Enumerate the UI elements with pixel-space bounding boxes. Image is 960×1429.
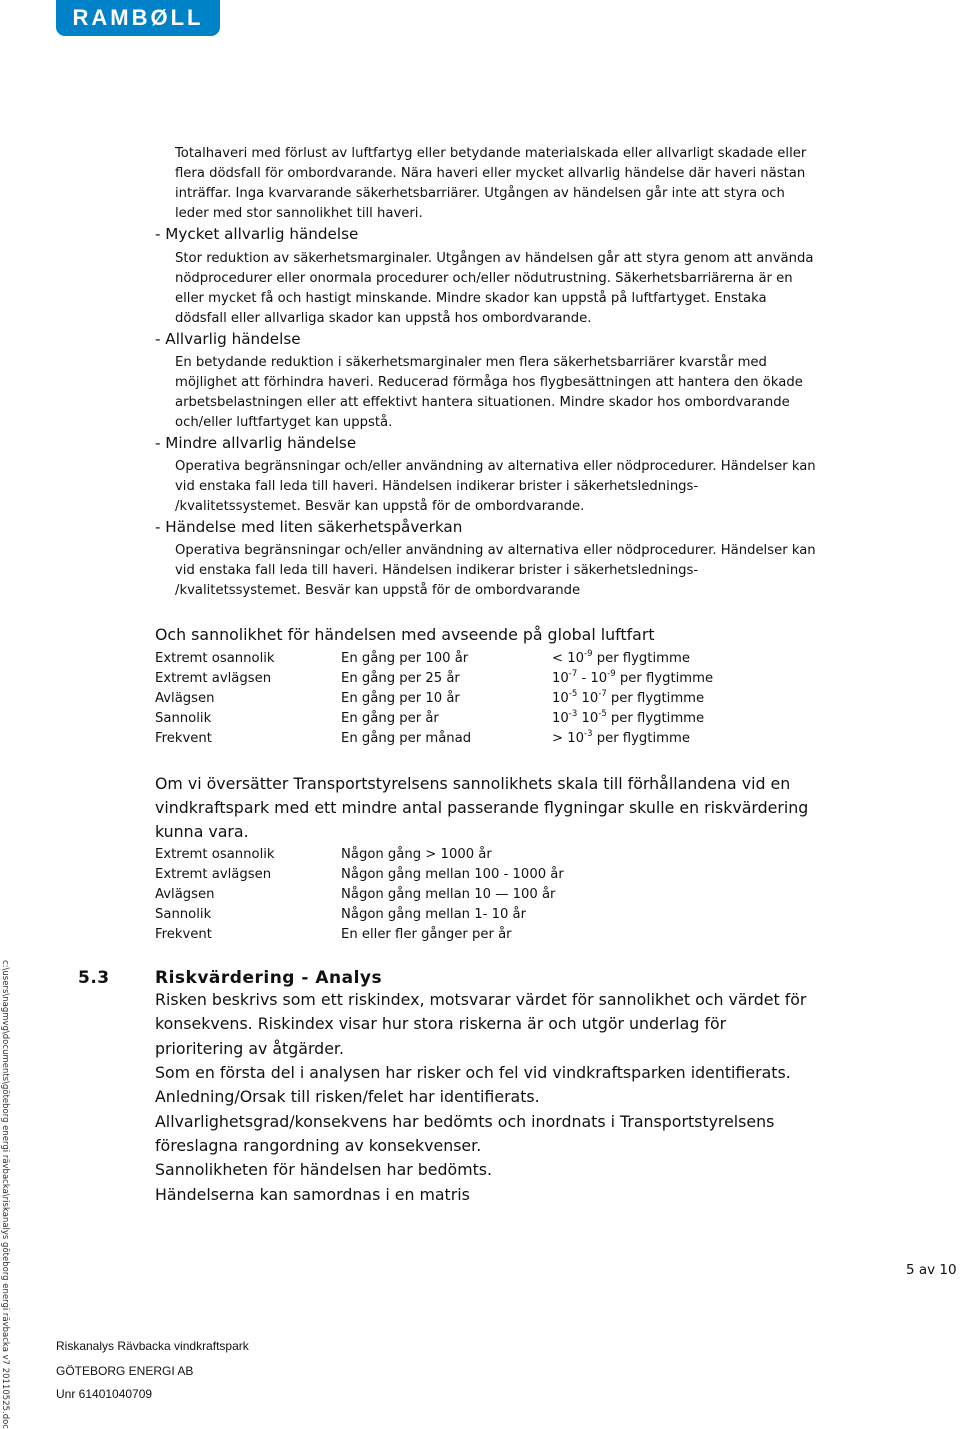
translation-frequency: Någon gång > 1000 år	[341, 847, 492, 862]
category-line: nödprocedurer eller onormala procedurer och/eller nödutrustning. Säkerhetsbarriärerna är en	[175, 271, 793, 286]
section-line: föreslagna rangordning av konsekvenser.	[155, 1136, 482, 1155]
footer-unr: Unr 61401040709	[56, 1387, 153, 1401]
translation-frequency: Någon gång mellan 100 - 1000 år	[341, 867, 564, 882]
section-line: Som en första del i analysen har risker och fel vid vindkraftsparken identifierats.	[155, 1063, 791, 1082]
prob-label: Sannolik	[155, 711, 212, 726]
translation-label: Frekvent	[155, 927, 212, 942]
section-line: Sannolikheten för händelsen har bedömts.	[155, 1160, 493, 1179]
translation-label: Extremt osannolik	[155, 847, 275, 862]
translation-label: Sannolik	[155, 907, 212, 922]
section-line: prioritering av åtgärder.	[155, 1039, 344, 1058]
category-line: Operativa begränsningar och/eller användning av alternativa eller nödprocedurer. Händelser kan	[175, 543, 816, 558]
prob-label: Frekvent	[155, 731, 212, 746]
translation-frequency: En eller fler gånger per år	[341, 927, 512, 942]
prob-frequency: En gång per 100 år	[341, 651, 469, 666]
logo-text: RAMBØLL	[72, 5, 204, 30]
probability-heading: Och sannolikhet för händelsen med avseende på global luftfart	[155, 625, 655, 644]
prob-value: $10^{-3}$ $10^{-5}$ per flygtimme	[552, 709, 705, 726]
intro-line: leder med stor sannolikhet till haveri.	[175, 206, 423, 221]
category-line: Operativa begränsningar och/eller användning av alternativa eller nödprocedurer. Händelser kan	[175, 459, 816, 474]
section-line: konsekvens. Riskindex visar hur stora riskerna är och utgör underlag för	[155, 1014, 727, 1033]
category-line: arbetsbelastningen eller att effektivt hantera situationen. Mindre skador hos ombordvarande	[175, 395, 790, 410]
intro-line: Totalhaveri med förlust av luftfartyg eller betydande materialskada eller allvarligt skadade eller	[175, 146, 807, 161]
prob-label: Extremt osannolik	[155, 651, 275, 666]
category-heading: - Allvarlig händelse	[155, 330, 301, 348]
category-line: En betydande reduktion i säkerhetsmarginaler men flera säkerhetsbarriärer kvarstår med	[175, 355, 767, 370]
prob-frequency: En gång per 10 år	[341, 691, 460, 706]
intro-line: inträffar. Inga kvarvarande säkerhetsbarriärer. Utgången av händelsen går inte att styra och	[175, 186, 785, 201]
prob-label: Extremt avlägsen	[155, 671, 272, 686]
page-number: 5 av 10	[906, 1262, 957, 1278]
translation-line: kunna vara.	[155, 822, 249, 841]
category-line: och/eller luftfartyget kan uppstå.	[175, 415, 393, 430]
prob-value: $10^{-5}$ $10^{-7}$ per flygtimme	[552, 689, 705, 706]
prob-frequency: En gång per 25 år	[341, 671, 460, 686]
translation-label: Extremt avlägsen	[155, 867, 272, 882]
section-line: Anledning/Orsak till risken/felet har identifierats.	[155, 1087, 540, 1106]
section-number: 5.3	[78, 968, 110, 988]
prob-label: Avlägsen	[155, 691, 215, 706]
prob-value: $10^{-7} - 10^{-9}$ per flygtimme	[552, 669, 714, 686]
category-line: vid enstaka fall leda till haveri. Händelsen indikerar brister i säkerhetslednings-	[175, 479, 699, 494]
translation-label: Avlägsen	[155, 887, 215, 902]
prob-frequency: En gång per månad	[341, 731, 472, 746]
footer-client: GÖTEBORG ENERGI AB	[56, 1364, 194, 1378]
translation-line: vindkraftspark med ett mindre antal passerande flygningar skulle en riskvärdering	[155, 798, 809, 817]
category-line: /kvalitetssystemet. Besvär kan uppstå för de ombordvarande	[175, 583, 581, 598]
rambøll-logo	[56, 0, 220, 36]
prob-value: > $10^{-3}$ per flygtimme	[552, 729, 690, 746]
prob-value: < $10^{-9}$ per flygtimme	[552, 649, 690, 666]
section-line: Risken beskrivs som ett riskindex, motsvarar värdet för sannolikhet och värdet för	[155, 990, 807, 1009]
file-path-margin	[0, 960, 12, 1429]
translation-frequency: Någon gång mellan 10 — 100 år	[341, 887, 556, 902]
intro-line: flera dödsfall för ombordvarande. Nära haveri eller mycket allvarlig händelse där haveri nästan	[175, 166, 806, 181]
category-line: möjlighet att förhindra haveri. Reducerad förmåga hos flygbesättningen att hantera den ökade	[175, 375, 803, 390]
prob-frequency: En gång per år	[341, 711, 439, 726]
category-line: /kvalitetssystemet. Besvär kan uppstå för de ombordvarande.	[175, 499, 585, 514]
category-line: dödsfall eller allvarliga skador kan uppstå hos ombordvarande.	[175, 311, 592, 326]
category-line: Stor reduktion av säkerhetsmarginaler. Utgången av händelsen går att styra genom att använda	[175, 251, 814, 266]
section-line: Allvarlighetsgrad/konsekvens har bedömts och inordnats i Transportstyrelsens	[155, 1112, 775, 1131]
footer-project: Riskanalys Rävbacka vindkraftspark	[56, 1339, 249, 1353]
category-heading: - Mindre allvarlig händelse	[155, 434, 357, 452]
file-path: c:\users\nagmvg\documents\göteborg energi rävbacka\riskanalys göteborg energi rävbacka v7 20110525.doc	[0, 960, 10, 1429]
category-line: vid enstaka fall leda till haveri. Händelsen indikerar brister i säkerhetslednings-	[175, 563, 699, 578]
category-heading: - Händelse med liten säkerhetspåverkan	[155, 518, 463, 536]
category-heading: - Mycket allvarlig händelse	[155, 225, 359, 243]
translation-frequency: Någon gång mellan 1- 10 år	[341, 907, 527, 922]
category-line: eller mycket få och hastigt minskande. Mindre skador kan uppstå på luftfartyget. Enstaka	[175, 291, 767, 306]
translation-line: Om vi översätter Transportstyrelsens sannolikhets skala till förhållandena vid en	[155, 774, 791, 793]
section-title: Riskvärdering - Analys	[155, 968, 383, 988]
section-line: Händelserna kan samordnas i en matris	[155, 1185, 470, 1204]
